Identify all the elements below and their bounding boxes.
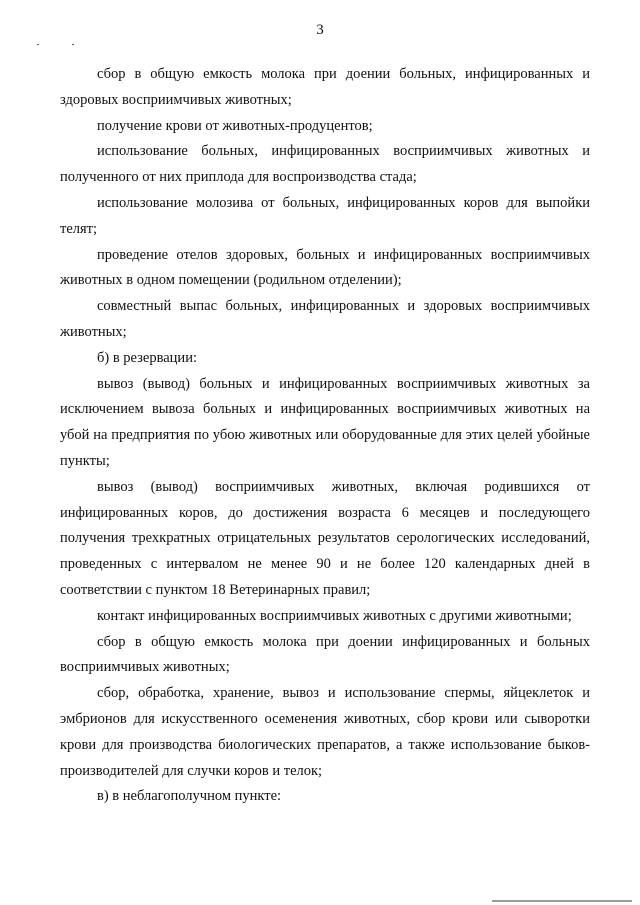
paragraph-milk-infected: сбор в общую емкость молока при доении инфицированных и больных восприимчивых животных; xyxy=(60,633,590,676)
paragraph-calving: проведение отелов здоровых, больных и инфицированных восприимчивых животных в одном помещении (родильном отделении); xyxy=(60,246,590,289)
paragraph-blood-producers: получение крови от животных-продуцентов; xyxy=(97,117,373,134)
section-heading-affected-point: в) в неблагополучном пункте: xyxy=(97,788,282,805)
paragraph-herd-reproduction: использование больных, инфицированных восприимчивых животных и полученного от них приплода для воспроизводства стада; xyxy=(60,143,590,186)
paragraph-colostrum: использование молозива от больных, инфицированных коров для выпойки телят; xyxy=(60,194,590,237)
paragraph-export-susceptible: вывоз (вывод) восприимчивых животных, включая родившихся от инфицированных коров, до достижения возраста 6 месяцев и последующего получения трехкратных отрицательных результатов серологических исследований, проведенных с интервалом не менее 90 и не более 120 календарных дней в соответствии с пунктом 18 Ветеринарных правил; xyxy=(60,478,590,598)
paragraph-grazing: совместный выпас больных, инфицированных и здоровых восприимчивых животных; xyxy=(60,298,590,340)
scan-edge-mark xyxy=(492,900,632,902)
paragraph-contact: контакт инфицированных восприимчивых животных с другими животными; xyxy=(97,607,572,624)
scan-artifact xyxy=(72,44,74,45)
paragraph-semen-embryos: сбор, обработка, хранение, вывоз и использование спермы, яйцеклеток и эмбрионов для искусственного осеменения животных, сбор крови или сыворотки крови для производства биологических препаратов, а также использование быков-производителей для случки коров и телок; xyxy=(60,685,590,779)
paragraph-milk-collection: сбор в общую емкость молока при доении больных, инфицированных и здоровых восприимчивых животных; xyxy=(60,66,590,108)
paragraph-export-sick: вывоз (вывод) больных и инфицированных восприимчивых животных за исключением вывоза больных и инфицированных восприимчивых животных на убой на предприятия по убою животных или оборудованные для этих целей убойные пункты; xyxy=(60,375,590,469)
document-body xyxy=(60,62,590,810)
scan-artifact xyxy=(37,44,39,45)
page-number: 3 xyxy=(316,22,324,38)
section-heading-reservation: б) в резервации: xyxy=(97,349,197,366)
